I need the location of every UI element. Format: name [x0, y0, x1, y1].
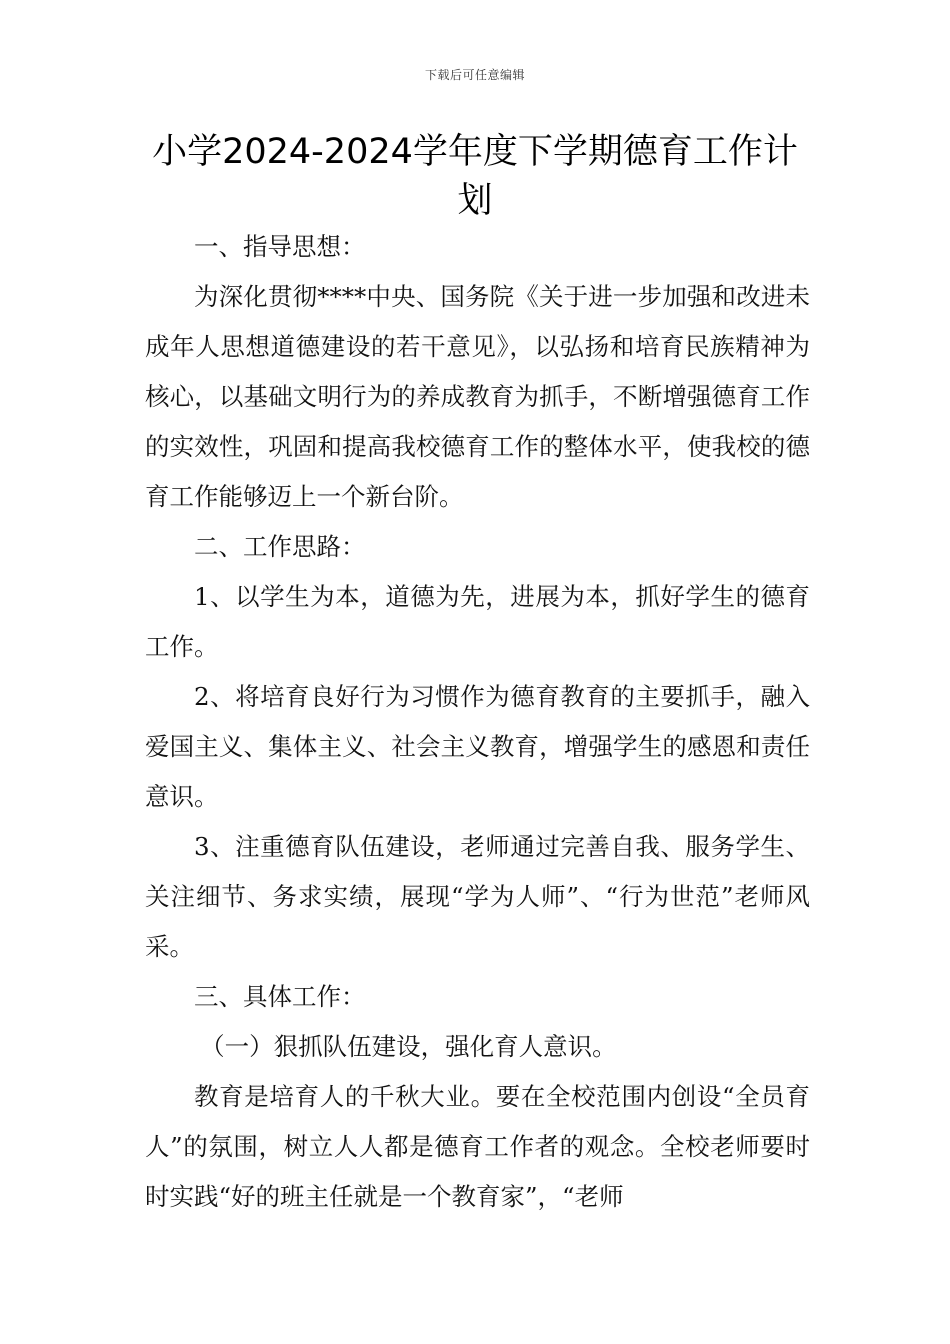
paragraph-approach-1: 1、以学生为本，道德为先，进展为本，抓好学生的德育工作。	[145, 582, 810, 661]
section-heading-work-approach: 二、工作思路：	[194, 532, 366, 561]
section-heading-specific-work: 三、具体工作：	[194, 982, 366, 1011]
section-heading-guiding-ideology: 一、指导思想：	[194, 232, 366, 261]
paragraph-approach-2: 2、将培育良好行为习惯作为德育教育的主要抓手，融入爱国主义、集体主义、社会主义教育，增强学生的感恩和责任意识。	[145, 682, 810, 811]
document-title: 小学2024-2024学年度下学期德育工作计划	[152, 132, 798, 221]
subheading-team-building: （一）狠抓队伍建设，强化育人意识。	[200, 1032, 617, 1061]
paragraph-team-building: 教育是培育人的千秋大业。要在全校范围内创设“全员育人”的氛围，树立人人都是德育工作者的观念。全校老师要时时实践“好的班主任就是一个教育家”，“老师	[145, 1082, 810, 1211]
paragraph-guiding-ideology: 为深化贯彻****中央、国务院《关于进一步加强和改进未成年人思想道德建设的若干意见》，以弘扬和培育民族精神为核心，以基础文明行为的养成教育为抓手，不断增强德育工作的实效性，巩固和提高我校德育工作的整体水平，使我校的德育工作能够迈上一个新台阶。	[145, 282, 810, 511]
header-note: 下载后可任意编辑	[424, 68, 525, 82]
paragraph-approach-3: 3、注重德育队伍建设，老师通过完善自我、服务学生、关注细节、务求实绩，展现“学为人师”、“行为世范”老师风采。	[145, 832, 810, 961]
document-body	[145, 222, 810, 1222]
